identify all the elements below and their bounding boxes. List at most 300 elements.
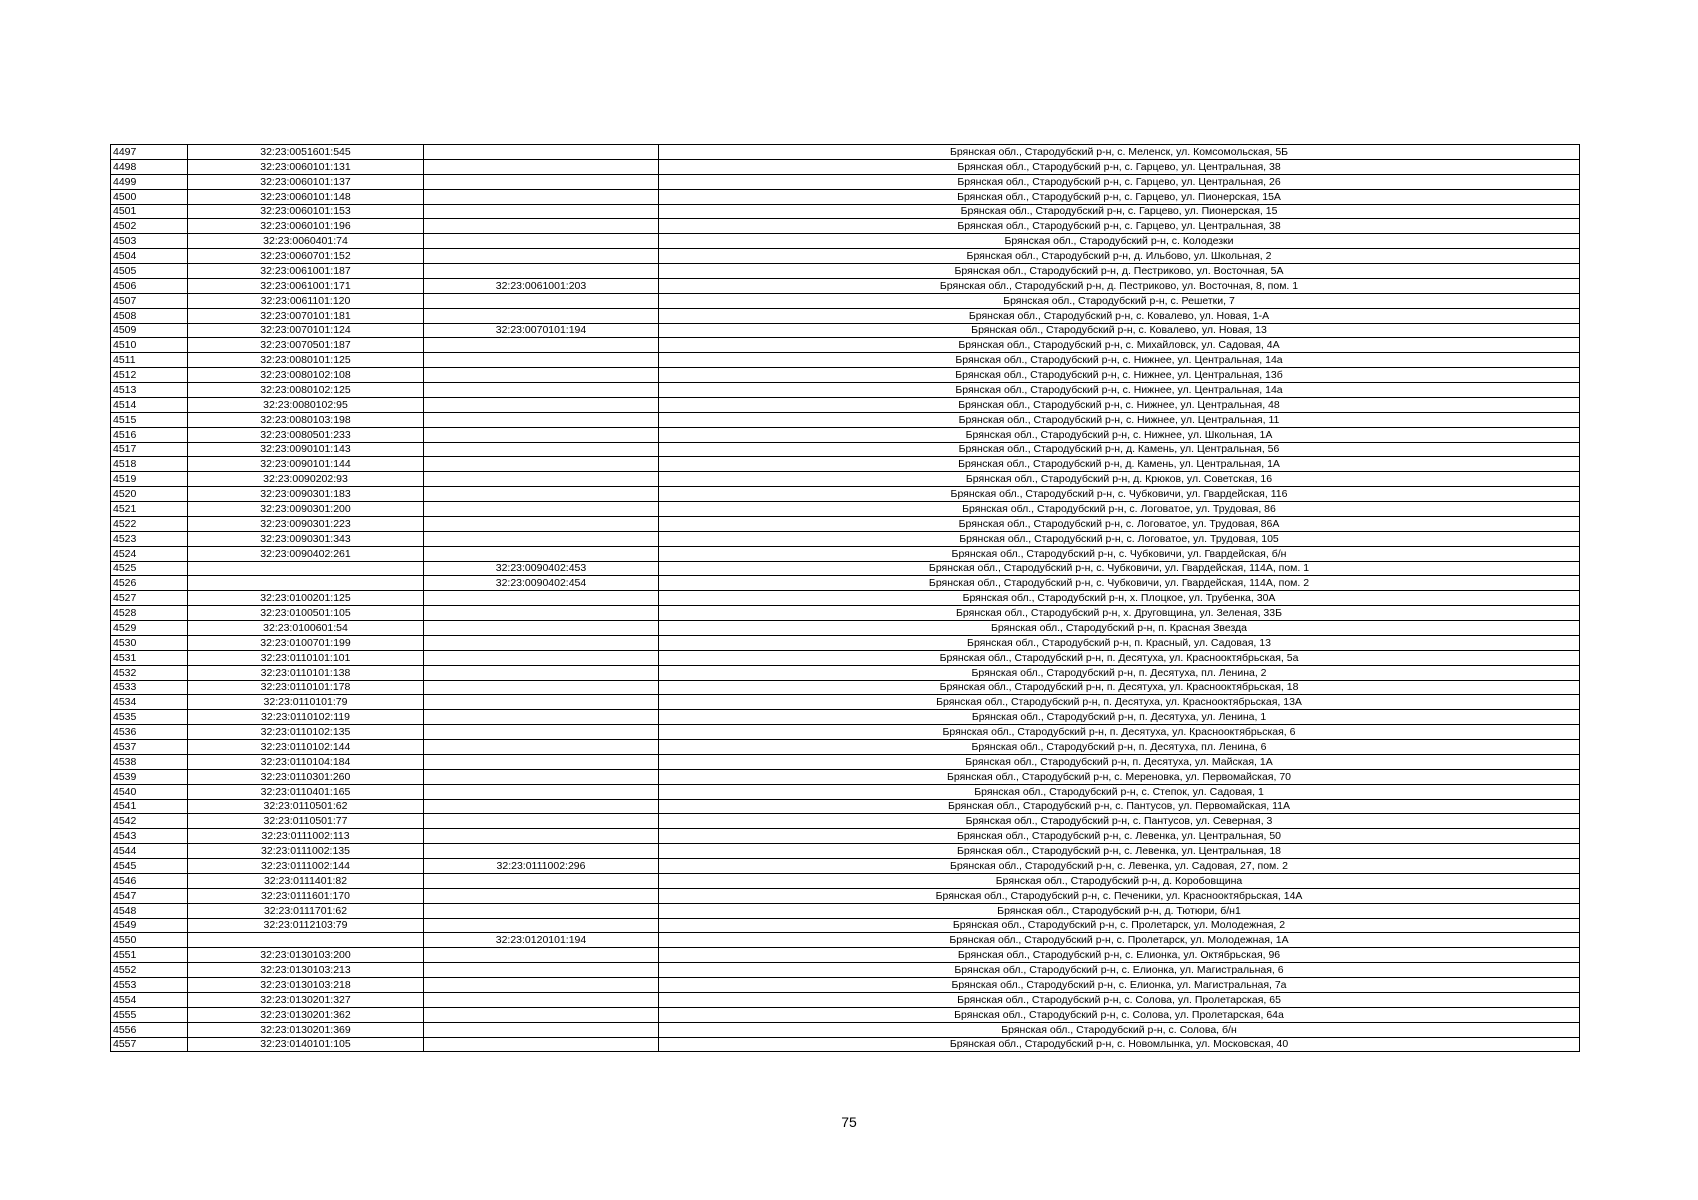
cadastral-number-cell: 32:23:0110104:184 [188, 754, 424, 769]
address-cell: Брянская обл., Стародубский р-н, с. Солова, ул. Пролетарская, 65 [659, 992, 1580, 1007]
address-cell: Брянская обл., Стародубский р-н, с. Ковалево, ул. Новая, 13 [659, 323, 1580, 338]
address-cell: Брянская обл., Стародубский р-н, с. Гарцево, ул. Центральная, 38 [659, 159, 1580, 174]
row-number-cell: 4532 [111, 665, 188, 680]
address-cell: Брянская обл., Стародубский р-н, с. Ковалево, ул. Новая, 1-А [659, 308, 1580, 323]
address-cell: Брянская обл., Стародубский р-н, с. Нижнее, ул. Центральная, 13б [659, 368, 1580, 383]
address-cell: Брянская обл., Стародубский р-н, с. Солова, ул. Пролетарская, 64а [659, 1007, 1580, 1022]
premises-number-cell [424, 963, 659, 978]
table-row [111, 665, 1580, 680]
table-row [111, 769, 1580, 784]
address-cell: Брянская обл., Стародубский р-н, х. Плоцкое, ул. Трубенка, 30А [659, 591, 1580, 606]
row-number-cell: 4542 [111, 814, 188, 829]
row-number-cell: 4526 [111, 576, 188, 591]
address-cell: Брянская обл., Стародубский р-н, п. Красный, ул. Садовая, 13 [659, 635, 1580, 650]
cadastral-number-cell: 32:23:0110401:165 [188, 784, 424, 799]
row-number-cell: 4540 [111, 784, 188, 799]
address-cell: Брянская обл., Стародубский р-н, с. Пролетарск, ул. Молодежная, 2 [659, 918, 1580, 933]
cadastral-number-cell: 32:23:0130201:369 [188, 1022, 424, 1037]
row-number-cell: 4517 [111, 442, 188, 457]
table-row [111, 174, 1580, 189]
cadastral-number-cell: 32:23:0111002:144 [188, 859, 424, 874]
cadastral-number-cell: 32:23:0080103:198 [188, 412, 424, 427]
table-row [111, 397, 1580, 412]
table-row [111, 264, 1580, 279]
row-number-cell: 4500 [111, 189, 188, 204]
row-number-cell: 4547 [111, 888, 188, 903]
table-row [111, 695, 1580, 710]
address-cell: Брянская обл., Стародубский р-н, с. Чубковичи, ул. Гвардейская, б/н [659, 546, 1580, 561]
row-number-cell: 4511 [111, 353, 188, 368]
address-cell: Брянская обл., Стародубский р-н, с. Нижнее, ул. Центральная, 11 [659, 412, 1580, 427]
row-number-cell: 4548 [111, 903, 188, 918]
cadastral-number-cell: 32:23:0110101:138 [188, 665, 424, 680]
premises-number-cell [424, 754, 659, 769]
row-number-cell: 4521 [111, 502, 188, 517]
address-cell: Брянская обл., Стародубский р-н, п. Десятуха, пл. Ленина, 2 [659, 665, 1580, 680]
table-row [111, 591, 1580, 606]
cadastral-number-cell: 32:23:0090301:343 [188, 531, 424, 546]
premises-number-cell [424, 546, 659, 561]
row-number-cell: 4534 [111, 695, 188, 710]
table-row [111, 859, 1580, 874]
premises-number-cell: 32:23:0090402:453 [424, 561, 659, 576]
cadastral-number-cell: 32:23:0100201:125 [188, 591, 424, 606]
table-row [111, 234, 1580, 249]
table-row [111, 293, 1580, 308]
premises-number-cell [424, 487, 659, 502]
row-number-cell: 4518 [111, 457, 188, 472]
cadastral-number-cell: 32:23:0061001:187 [188, 264, 424, 279]
premises-number-cell [424, 621, 659, 636]
premises-number-cell [424, 1007, 659, 1022]
table-row [111, 427, 1580, 442]
address-cell: Брянская обл., Стародубский р-н, с. Нижнее, ул. Центральная, 14а [659, 353, 1580, 368]
table-row [111, 338, 1580, 353]
row-number-cell: 4531 [111, 650, 188, 665]
cadastral-number-cell: 32:23:0060101:196 [188, 219, 424, 234]
table-row [111, 784, 1580, 799]
cadastral-number-cell: 32:23:0090301:183 [188, 487, 424, 502]
premises-number-cell [424, 353, 659, 368]
row-number-cell: 4556 [111, 1022, 188, 1037]
premises-number-cell [424, 397, 659, 412]
table-row [111, 918, 1580, 933]
row-number-cell: 4506 [111, 278, 188, 293]
row-number-cell: 4557 [111, 1037, 188, 1052]
table-row [111, 873, 1580, 888]
address-cell: Брянская обл., Стародубский р-н, с. Елионка, ул. Октябрьская, 96 [659, 948, 1580, 963]
table-row [111, 1022, 1580, 1037]
address-cell: Брянская обл., Стародубский р-н, с. Чубковичи, ул. Гвардейская, 114А, пом. 2 [659, 576, 1580, 591]
premises-number-cell [424, 650, 659, 665]
address-cell: Брянская обл., Стародубский р-н, с. Нижнее, ул. Центральная, 48 [659, 397, 1580, 412]
row-number-cell: 4508 [111, 308, 188, 323]
row-number-cell: 4536 [111, 725, 188, 740]
table-row [111, 323, 1580, 338]
table-row [111, 472, 1580, 487]
premises-number-cell [424, 531, 659, 546]
row-number-cell: 4555 [111, 1007, 188, 1022]
cadastral-number-cell: 32:23:0110102:135 [188, 725, 424, 740]
table-row [111, 725, 1580, 740]
table-row [111, 903, 1580, 918]
table-body [111, 145, 1580, 1052]
row-number-cell: 4503 [111, 234, 188, 249]
row-number-cell: 4512 [111, 368, 188, 383]
table-row [111, 978, 1580, 993]
address-cell: Брянская обл., Стародубский р-н, с. Пантусов, ул. Северная, 3 [659, 814, 1580, 829]
table-row [111, 710, 1580, 725]
cadastral-number-cell: 32:23:0110102:119 [188, 710, 424, 725]
cadastral-number-cell: 32:23:0110501:77 [188, 814, 424, 829]
table-row [111, 933, 1580, 948]
address-cell: Брянская обл., Стародубский р-н, д. Пестриково, ул. Восточная, 5А [659, 264, 1580, 279]
row-number-cell: 4514 [111, 397, 188, 412]
row-number-cell: 4525 [111, 561, 188, 576]
address-cell: Брянская обл., Стародубский р-н, п. Десятуха, ул. Краснооктябрьская, 6 [659, 725, 1580, 740]
address-cell: Брянская обл., Стародубский р-н, с. Логоватое, ул. Трудовая, 105 [659, 531, 1580, 546]
row-number-cell: 4507 [111, 293, 188, 308]
table-row [111, 680, 1580, 695]
row-number-cell: 4545 [111, 859, 188, 874]
table-row [111, 249, 1580, 264]
table-row [111, 278, 1580, 293]
cadastral-number-cell: 32:23:0080102:108 [188, 368, 424, 383]
row-number-cell: 4546 [111, 873, 188, 888]
table-row [111, 204, 1580, 219]
premises-number-cell [424, 978, 659, 993]
table-row [111, 992, 1580, 1007]
premises-number-cell [424, 591, 659, 606]
premises-number-cell [424, 710, 659, 725]
cadastral-number-cell: 32:23:0061101:120 [188, 293, 424, 308]
row-number-cell: 4527 [111, 591, 188, 606]
address-cell: Брянская обл., Стародубский р-н, с. Гарцево, ул. Пионерская, 15А [659, 189, 1580, 204]
row-number-cell: 4520 [111, 487, 188, 502]
premises-number-cell [424, 695, 659, 710]
cadastral-number-cell: 32:23:0080101:125 [188, 353, 424, 368]
cadastral-number-cell: 32:23:0111002:135 [188, 844, 424, 859]
cadastral-number-cell: 32:23:0090202:93 [188, 472, 424, 487]
table-row [111, 487, 1580, 502]
cadastral-number-cell: 32:23:0100501:105 [188, 606, 424, 621]
premises-number-cell [424, 799, 659, 814]
cadastral-number-cell: 32:23:0060101:131 [188, 159, 424, 174]
premises-number-cell [424, 948, 659, 963]
cadastral-number-cell: 32:23:0060401:74 [188, 234, 424, 249]
cadastral-number-cell: 32:23:0090101:143 [188, 442, 424, 457]
table-row [111, 1007, 1580, 1022]
cadastral-number-cell: 32:23:0130103:218 [188, 978, 424, 993]
table-row [111, 219, 1580, 234]
cadastral-number-cell: 32:23:0110501:62 [188, 799, 424, 814]
table-row [111, 502, 1580, 517]
cadastral-number-cell: 32:23:0112103:79 [188, 918, 424, 933]
address-cell: Брянская обл., Стародубский р-н, с. Логоватое, ул. Трудовая, 86А [659, 516, 1580, 531]
cadastral-number-cell: 32:23:0130103:200 [188, 948, 424, 963]
address-cell: Брянская обл., Стародубский р-н, с. Нижнее, ул. Центральная, 14а [659, 383, 1580, 398]
premises-number-cell [424, 903, 659, 918]
cadastral-number-cell: 32:23:0080102:125 [188, 383, 424, 398]
address-cell: Брянская обл., Стародубский р-н, п. Красная Звезда [659, 621, 1580, 636]
address-cell: Брянская обл., Стародубский р-н, д. Коробовщина [659, 873, 1580, 888]
row-number-cell: 4498 [111, 159, 188, 174]
cadastral-number-cell [188, 576, 424, 591]
premises-number-cell [424, 383, 659, 398]
premises-number-cell [424, 740, 659, 755]
cadastral-number-cell: 32:23:0111701:62 [188, 903, 424, 918]
address-cell: Брянская обл., Стародубский р-н, с. Нижнее, ул. Школьная, 1А [659, 427, 1580, 442]
row-number-cell: 4529 [111, 621, 188, 636]
premises-number-cell [424, 264, 659, 279]
premises-number-cell [424, 145, 659, 160]
premises-number-cell [424, 457, 659, 472]
premises-number-cell [424, 293, 659, 308]
row-number-cell: 4522 [111, 516, 188, 531]
cadastral-number-cell: 32:23:0060101:153 [188, 204, 424, 219]
address-cell: Брянская обл., Стародубский р-н, д. Камень, ул. Центральная, 56 [659, 442, 1580, 457]
table-row [111, 412, 1580, 427]
cadastral-number-cell: 32:23:0051601:545 [188, 145, 424, 160]
address-cell: Брянская обл., Стародубский р-н, с. Пантусов, ул. Первомайская, 11А [659, 799, 1580, 814]
table-row [111, 948, 1580, 963]
premises-number-cell [424, 502, 659, 517]
cadastral-number-cell: 32:23:0090301:223 [188, 516, 424, 531]
address-cell: Брянская обл., Стародубский р-н, с. Елионка, ул. Магистральная, 7а [659, 978, 1580, 993]
row-number-cell: 4544 [111, 844, 188, 859]
address-cell: Брянская обл., Стародубский р-н, д. Пестриково, ул. Восточная, 8, пом. 1 [659, 278, 1580, 293]
address-cell: Брянская обл., Стародубский р-н, с. Степок, ул. Садовая, 1 [659, 784, 1580, 799]
row-number-cell: 4528 [111, 606, 188, 621]
cadastral-number-cell: 32:23:0110301:260 [188, 769, 424, 784]
address-cell: Брянская обл., Стародубский р-н, п. Десятуха, ул. Ленина, 1 [659, 710, 1580, 725]
table-row [111, 754, 1580, 769]
row-number-cell: 4516 [111, 427, 188, 442]
address-cell: Брянская обл., Стародубский р-н, с. Гарцево, ул. Пионерская, 15 [659, 204, 1580, 219]
address-cell: Брянская обл., Стародубский р-н, п. Десятуха, ул. Майская, 1А [659, 754, 1580, 769]
cadastral-number-cell: 32:23:0061001:171 [188, 278, 424, 293]
row-number-cell: 4543 [111, 829, 188, 844]
address-cell: Брянская обл., Стародубский р-н, с. Чубковичи, ул. Гвардейская, 114А, пом. 1 [659, 561, 1580, 576]
address-cell: Брянская обл., Стародубский р-н, п. Десятуха, ул. Краснооктябрьская, 13А [659, 695, 1580, 710]
row-number-cell: 4505 [111, 264, 188, 279]
table-row [111, 650, 1580, 665]
address-cell: Брянская обл., Стародубский р-н, с. Солова, б/н [659, 1022, 1580, 1037]
premises-number-cell: 32:23:0090402:454 [424, 576, 659, 591]
cadastral-number-cell [188, 561, 424, 576]
address-cell: Брянская обл., Стародубский р-н, с. Решетки, 7 [659, 293, 1580, 308]
premises-number-cell [424, 606, 659, 621]
premises-number-cell [424, 1037, 659, 1052]
cadastral-number-cell: 32:23:0130103:213 [188, 963, 424, 978]
cadastral-number-cell: 32:23:0100701:199 [188, 635, 424, 650]
cadastral-number-cell: 32:23:0080501:233 [188, 427, 424, 442]
premises-number-cell [424, 174, 659, 189]
address-cell: Брянская обл., Стародубский р-н, с. Печеники, ул. Краснооктябрьская, 14А [659, 888, 1580, 903]
address-cell: Брянская обл., Стародубский р-н, с. Гарцево, ул. Центральная, 26 [659, 174, 1580, 189]
premises-number-cell [424, 219, 659, 234]
row-number-cell: 4535 [111, 710, 188, 725]
table-row [111, 308, 1580, 323]
cadastral-number-cell [188, 933, 424, 948]
page-number: 75 [841, 1114, 857, 1130]
table-row [111, 442, 1580, 457]
address-cell: Брянская обл., Стародубский р-н, с. Меленск, ул. Комсомольская, 5Б [659, 145, 1580, 160]
premises-number-cell [424, 680, 659, 695]
cadastral-number-cell: 32:23:0070101:124 [188, 323, 424, 338]
table-row [111, 799, 1580, 814]
cadastral-number-cell: 32:23:0110102:144 [188, 740, 424, 755]
table-row [111, 546, 1580, 561]
address-cell: Брянская обл., Стародубский р-н, х. Друговщина, ул. Зеленая, 33Б [659, 606, 1580, 621]
premises-number-cell: 32:23:0111002:296 [424, 859, 659, 874]
row-number-cell: 4554 [111, 992, 188, 1007]
premises-number-cell [424, 442, 659, 457]
cadastral-number-cell: 32:23:0110101:101 [188, 650, 424, 665]
table-row [111, 516, 1580, 531]
premises-number-cell [424, 888, 659, 903]
table-row [111, 888, 1580, 903]
row-number-cell: 4510 [111, 338, 188, 353]
row-number-cell: 4501 [111, 204, 188, 219]
premises-number-cell [424, 665, 659, 680]
address-cell: Брянская обл., Стародубский р-н, с. Левенка, ул. Центральная, 50 [659, 829, 1580, 844]
premises-number-cell [424, 814, 659, 829]
row-number-cell: 4553 [111, 978, 188, 993]
address-cell: Брянская обл., Стародубский р-н, с. Логоватое, ул. Трудовая, 86 [659, 502, 1580, 517]
table-row [111, 368, 1580, 383]
cadastral-number-cell: 32:23:0111601:170 [188, 888, 424, 903]
cadastral-number-cell: 32:23:0090101:144 [188, 457, 424, 472]
address-cell: Брянская обл., Стародубский р-н, д. Крюков, ул. Советская, 16 [659, 472, 1580, 487]
row-number-cell: 4519 [111, 472, 188, 487]
table-row [111, 829, 1580, 844]
row-number-cell: 4509 [111, 323, 188, 338]
premises-number-cell [424, 249, 659, 264]
table-row [111, 189, 1580, 204]
cadastral-number-cell: 32:23:0070101:181 [188, 308, 424, 323]
address-cell: Брянская обл., Стародубский р-н, с. Пролетарск, ул. Молодежная, 1А [659, 933, 1580, 948]
address-cell: Брянская обл., Стародубский р-н, с. Елионка, ул. Магистральная, 6 [659, 963, 1580, 978]
row-number-cell: 4539 [111, 769, 188, 784]
table-row [111, 963, 1580, 978]
premises-number-cell [424, 516, 659, 531]
cadastral-number-cell: 32:23:0100601:54 [188, 621, 424, 636]
premises-number-cell [424, 873, 659, 888]
table-row [111, 621, 1580, 636]
premises-number-cell [424, 338, 659, 353]
row-number-cell: 4515 [111, 412, 188, 427]
premises-number-cell [424, 844, 659, 859]
cadastral-number-cell: 32:23:0111002:113 [188, 829, 424, 844]
table-row [111, 145, 1580, 160]
premises-number-cell [424, 918, 659, 933]
premises-number-cell [424, 769, 659, 784]
premises-number-cell: 32:23:0061001:203 [424, 278, 659, 293]
cadastral-number-cell: 32:23:0110101:178 [188, 680, 424, 695]
premises-number-cell [424, 412, 659, 427]
row-number-cell: 4524 [111, 546, 188, 561]
premises-number-cell [424, 725, 659, 740]
row-number-cell: 4497 [111, 145, 188, 160]
premises-number-cell [424, 159, 659, 174]
table-row [111, 635, 1580, 650]
premises-number-cell [424, 635, 659, 650]
address-cell: Брянская обл., Стародубский р-н, п. Десятуха, ул. Краснооктябрьская, 5а [659, 650, 1580, 665]
row-number-cell: 4504 [111, 249, 188, 264]
row-number-cell: 4513 [111, 383, 188, 398]
premises-number-cell [424, 427, 659, 442]
premises-number-cell [424, 1022, 659, 1037]
address-cell: Брянская обл., Стародубский р-н, п. Десятуха, ул. Краснооктябрьская, 18 [659, 680, 1580, 695]
cadastral-table [110, 144, 1580, 1052]
cadastral-number-cell: 32:23:0060101:148 [188, 189, 424, 204]
address-cell: Брянская обл., Стародубский р-н, с. Левенка, ул. Центральная, 18 [659, 844, 1580, 859]
address-cell: Брянская обл., Стародубский р-н, д. Камень, ул. Центральная, 1А [659, 457, 1580, 472]
cadastral-number-cell: 32:23:0070501:187 [188, 338, 424, 353]
row-number-cell: 4499 [111, 174, 188, 189]
table-row [111, 561, 1580, 576]
cadastral-number-cell: 32:23:0090301:200 [188, 502, 424, 517]
table-row [111, 531, 1580, 546]
address-cell: Брянская обл., Стародубский р-н, д. Ильбово, ул. Школьная, 2 [659, 249, 1580, 264]
row-number-cell: 4537 [111, 740, 188, 755]
table-row [111, 844, 1580, 859]
cadastral-number-cell: 32:23:0060101:137 [188, 174, 424, 189]
row-number-cell: 4502 [111, 219, 188, 234]
address-cell: Брянская обл., Стародубский р-н, с. Гарцево, ул. Центральная, 38 [659, 219, 1580, 234]
premises-number-cell: 32:23:0070101:194 [424, 323, 659, 338]
cadastral-number-cell: 32:23:0140101:105 [188, 1037, 424, 1052]
premises-number-cell [424, 784, 659, 799]
row-number-cell: 4523 [111, 531, 188, 546]
premises-number-cell [424, 992, 659, 1007]
row-number-cell: 4549 [111, 918, 188, 933]
premises-number-cell [424, 234, 659, 249]
premises-number-cell [424, 368, 659, 383]
table-row [111, 814, 1580, 829]
row-number-cell: 4541 [111, 799, 188, 814]
cadastral-number-cell: 32:23:0080102:95 [188, 397, 424, 412]
address-cell: Брянская обл., Стародубский р-н, с. Колодезки [659, 234, 1580, 249]
row-number-cell: 4552 [111, 963, 188, 978]
address-cell: Брянская обл., Стародубский р-н, с. Новомлынка, ул. Московская, 40 [659, 1037, 1580, 1052]
address-cell: Брянская обл., Стародубский р-н, с. Михайловск, ул. Садовая, 4А [659, 338, 1580, 353]
address-cell: Брянская обл., Стародубский р-н, с. Чубковичи, ул. Гвардейская, 116 [659, 487, 1580, 502]
table-row [111, 457, 1580, 472]
address-cell: Брянская обл., Стародубский р-н, п. Десятуха, пл. Ленина, 6 [659, 740, 1580, 755]
premises-number-cell [424, 472, 659, 487]
premises-number-cell [424, 204, 659, 219]
row-number-cell: 4533 [111, 680, 188, 695]
address-cell: Брянская обл., Стародубский р-н, д. Тютюри, б/н1 [659, 903, 1580, 918]
cadastral-number-cell: 32:23:0130201:327 [188, 992, 424, 1007]
address-cell: Брянская обл., Стародубский р-н, с. Мереновка, ул. Первомайская, 70 [659, 769, 1580, 784]
table-row [111, 606, 1580, 621]
cadastral-number-cell: 32:23:0110101:79 [188, 695, 424, 710]
row-number-cell: 4550 [111, 933, 188, 948]
cadastral-number-cell: 32:23:0090402:261 [188, 546, 424, 561]
table-row [111, 740, 1580, 755]
row-number-cell: 4530 [111, 635, 188, 650]
cadastral-number-cell: 32:23:0060701:152 [188, 249, 424, 264]
premises-number-cell [424, 189, 659, 204]
premises-number-cell [424, 308, 659, 323]
address-cell: Брянская обл., Стародубский р-н, с. Левенка, ул. Садовая, 27, пом. 2 [659, 859, 1580, 874]
row-number-cell: 4538 [111, 754, 188, 769]
table-row [111, 353, 1580, 368]
premises-number-cell [424, 829, 659, 844]
